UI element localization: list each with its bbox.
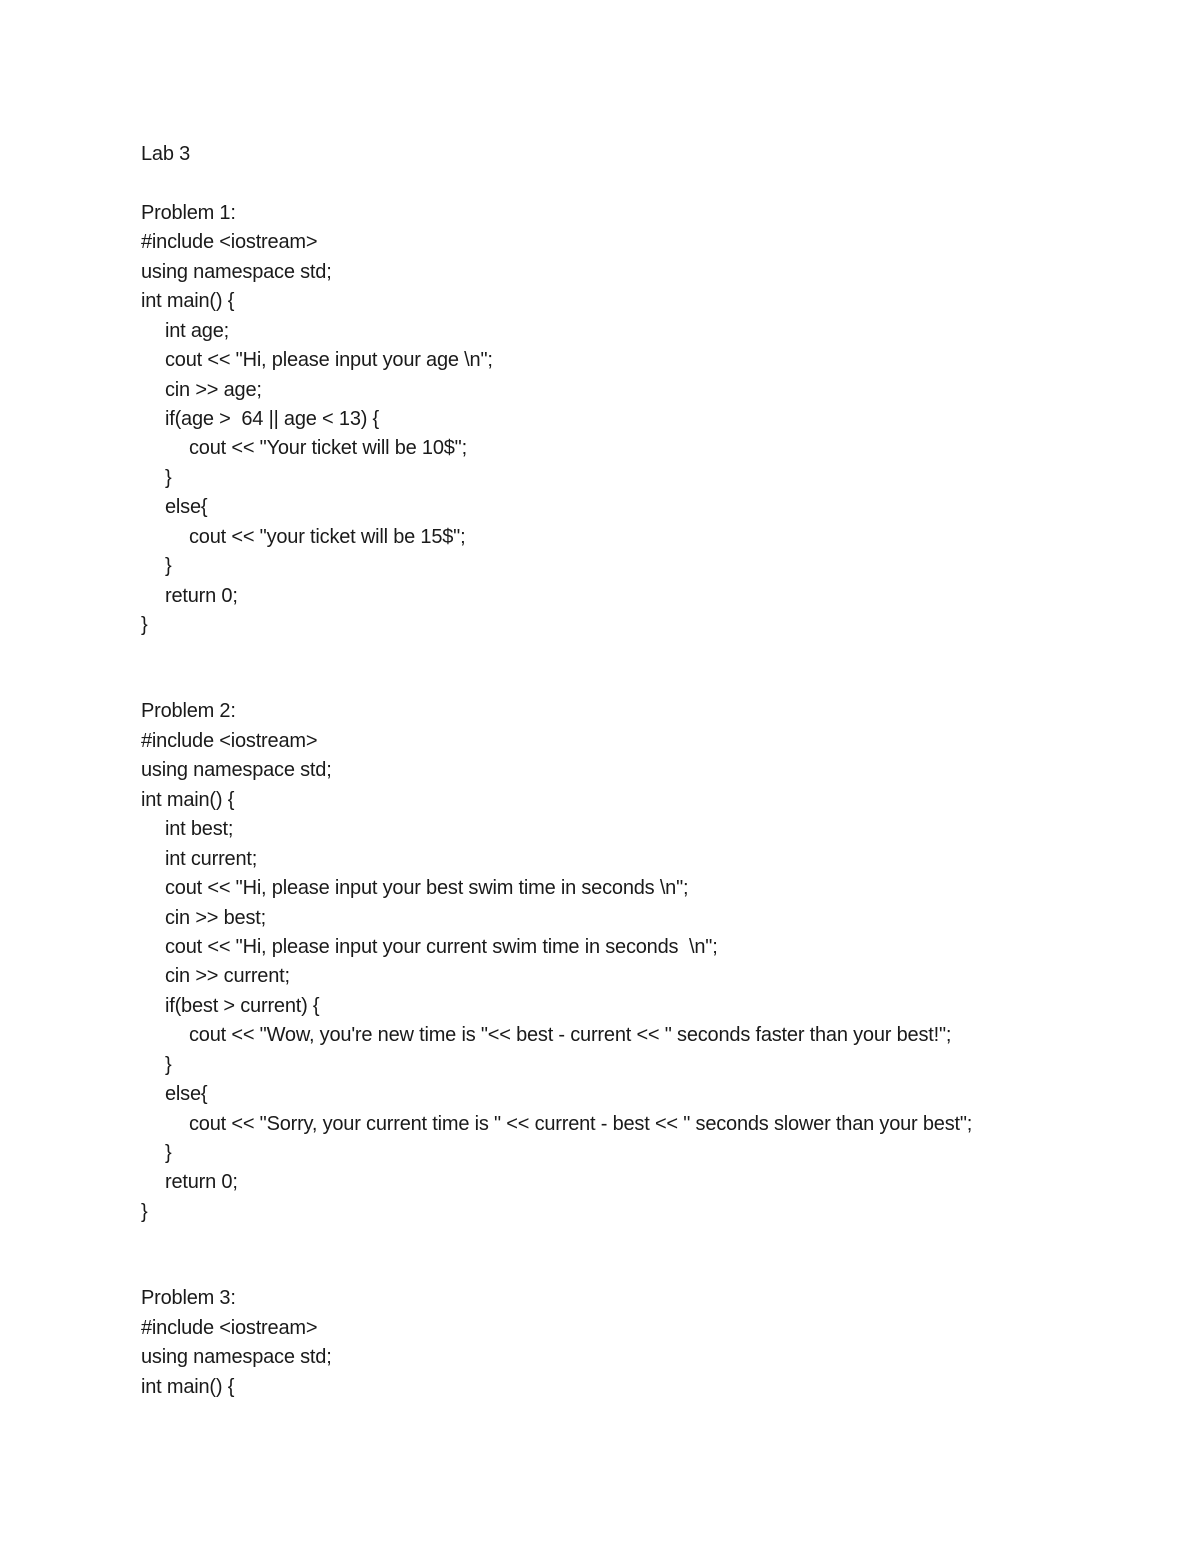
code-line: } (165, 1142, 172, 1164)
code-line: cout << "Your ticket will be 10$"; (189, 437, 467, 460)
code-line: if(age > 64 || age < 13) { (165, 407, 380, 430)
section-spacer (141, 1227, 1141, 1284)
section-spacer (141, 640, 1141, 697)
code-line: else{ (165, 496, 208, 519)
code-line: cout << "Hi, please input your current swim time in seconds \n"; (165, 935, 718, 958)
code-line: } (141, 614, 148, 636)
code-line: int best; (165, 818, 234, 841)
code-line: cin >> best; (165, 906, 266, 929)
problem-heading: Problem 3: (141, 1287, 236, 1310)
problem-section (141, 1284, 1141, 1402)
code-line: return 0; (165, 1171, 238, 1194)
code-line: } (165, 466, 172, 489)
problem-heading: Problem 1: (141, 201, 236, 224)
code-block (141, 1314, 1141, 1402)
code-block (141, 228, 1141, 640)
spacer (141, 169, 1141, 198)
code-line: } (165, 555, 172, 578)
code-line: } (141, 1200, 148, 1223)
code-line: cout << "Hi, please input your age \n"; (165, 349, 493, 372)
code-line: #include <iostream> (141, 729, 318, 752)
code-line: cout << "Hi, please input your best swim time in seconds \n"; (165, 877, 689, 900)
code-line: } (165, 1053, 172, 1076)
code-line: cin >> current; (165, 965, 290, 988)
problem-section (141, 697, 1141, 1227)
code-line: int main() { (141, 290, 235, 313)
code-line: int age; (165, 319, 230, 342)
code-line: int main() { (141, 788, 235, 811)
problem-heading: Problem 2: (141, 700, 236, 723)
code-line: using namespace std; (141, 759, 332, 782)
document-body (141, 140, 1141, 1402)
code-line: else{ (165, 1083, 208, 1106)
code-block (141, 727, 1141, 1227)
code-line: int main() { (141, 1375, 235, 1398)
code-line: #include <iostream> (141, 231, 318, 254)
code-line: cout << "Wow, you're new time is "<< best - current << " seconds faster than your best!"; (189, 1024, 952, 1047)
code-line: cout << "Sorry, your current time is " << current - best << " seconds slower than your best"; (189, 1112, 973, 1135)
code-line: return 0; (165, 584, 238, 607)
code-line: using namespace std; (141, 1346, 332, 1369)
document-title: Lab 3 (141, 143, 191, 165)
problems-container (141, 199, 1141, 1402)
code-line: int current; (165, 847, 258, 870)
code-line: if(best > current) { (165, 994, 320, 1017)
code-line: cout << "your ticket will be 15$"; (189, 525, 466, 548)
problem-section (141, 199, 1141, 641)
code-line: #include <iostream> (141, 1316, 318, 1339)
code-line: using namespace std; (141, 260, 332, 283)
code-line: cin >> age; (165, 378, 262, 401)
